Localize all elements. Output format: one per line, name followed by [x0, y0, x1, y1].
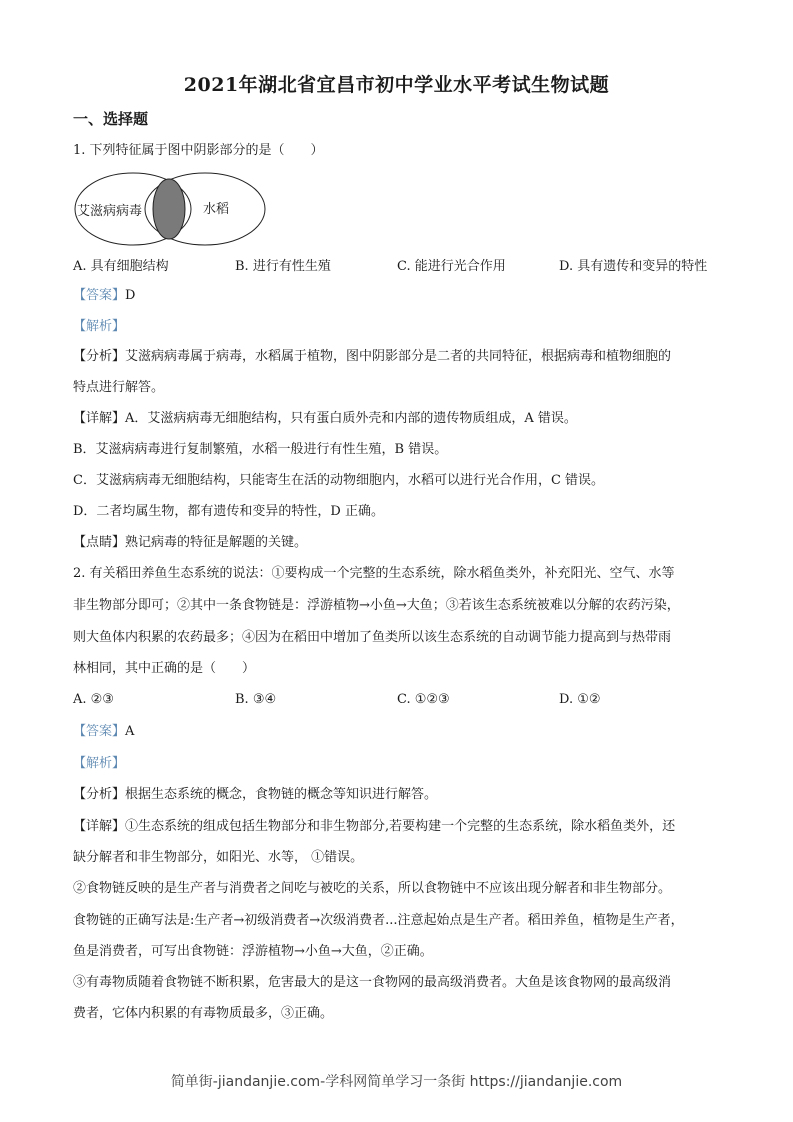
q1-option-d: D. 具有遗传和变异的特性 — [559, 259, 708, 274]
q2-analysis-label: 【解析】 — [73, 756, 126, 771]
q2-fenxi: 【分析】根据生态系统的概念，食物链的概念等知识进行解答。 — [73, 787, 438, 802]
q1-detail-a: 【详解】A．艾滋病病毒无细胞结构，只有蛋白质外壳和内部的遗传物质组成，A 错误。 — [73, 411, 577, 426]
answer-value: A — [125, 724, 135, 739]
q2-detail-5: 鱼是消费者，可写出食物链：浮游植物→小鱼→大鱼，②正确。 — [73, 944, 433, 959]
q1-dianjing: 【点睛】熟记病毒的特征是解题的关键。 — [73, 535, 308, 550]
q1-answer — [73, 287, 135, 305]
q1-option-c: C. 能进行光合作用 — [397, 259, 506, 274]
footer-watermark: 简单街-jiandanjie.com-学科网简单学习一条街 https://jiandanjie.com — [170, 1074, 623, 1090]
q2-option-a: A. ②③ — [73, 692, 114, 707]
q2-detail-4: 食物链的正确写法是:生产者→初级消费者→次级消费者...注意起始点是生产者。稻田养鱼，植物是生产者， — [73, 913, 684, 928]
q1-option-a: A. 具有细胞结构 — [73, 259, 169, 274]
q2-stem-line-3: 则大鱼体内积累的农药最多；④因为在稻田中增加了鱼类所以该生态系统的自动调节能力提高到与热带雨 — [73, 630, 672, 645]
q1-options — [73, 255, 733, 273]
q2-option-d: D. ①② — [559, 692, 601, 707]
q1-fenxi-cont: 特点进行解答。 — [73, 380, 165, 395]
venn-right-label: 水稻 — [203, 202, 230, 217]
q1-stem: 1. 下列特征属于图中阴影部分的是（ ） — [73, 143, 324, 158]
q2-options — [73, 692, 733, 710]
venn-diagram — [73, 170, 273, 248]
q2-detail-7: 费者，它体内积累的有毒物质最多，③正确。 — [73, 1006, 334, 1021]
venn-left-label: 艾滋病病毒 — [77, 204, 143, 219]
q2-answer — [73, 723, 134, 741]
q1-fenxi: 【分析】艾滋病病毒属于病毒，水稻属于植物，图中阴影部分是二者的共同特征，根据病毒和植物细胞的 — [73, 349, 672, 364]
q2-option-c: C. ①②③ — [397, 692, 450, 707]
document-title: 2021年湖北省宜昌市初中学业水平考试生物试题 — [183, 74, 610, 96]
section-heading: 一、选择题 — [73, 110, 149, 128]
answer-label: 【答案】 — [73, 724, 126, 739]
q2-detail-6: ③有毒物质随着食物链不断积累，危害最大的是这一食物网的最高级消费者。大鱼是该食物网的最高级消 — [73, 975, 672, 990]
q2-option-b: B. ③④ — [235, 692, 277, 707]
q2-stem-line-2: 非生物部分即可；②其中一条食物链是：浮游植物→小鱼→大鱼；③若该生态系统被难以分解的农药污染， — [73, 598, 680, 613]
answer-value: D — [125, 288, 136, 303]
q2-detail-2: 缺分解者和非生物部分，如阳光、水等， ①错误。 — [73, 850, 364, 865]
q1-detail-b: B．艾滋病病毒进行复制繁殖，水稻一般进行有性生殖，B 错误。 — [73, 442, 448, 457]
q2-detail-1: 【详解】①生态系统的组成包括生物部分和非生物部分,若要构建一个完整的生态系统，除水稻鱼类外，还 — [73, 819, 676, 834]
q2-stem-line-4: 林相同，其中正确的是（ ） — [73, 661, 256, 676]
answer-label: 【答案】 — [73, 288, 126, 303]
q1-analysis-label: 【解析】 — [73, 319, 126, 334]
q1-detail-d: D．二者均属生物，都有遗传和变异的特性，D 正确。 — [73, 504, 384, 519]
q1-detail-c: C．艾滋病病毒无细胞结构，只能寄生在活的动物细胞内，水稻可以进行光合作用，C 错误。 — [73, 473, 605, 488]
q2-detail-3: ②食物链反映的是生产者与消费者之间吃与被吃的关系，所以食物链中不应该出现分解者和非生物部分。 — [73, 881, 672, 896]
q2-stem-line-1: 2. 有关稻田养鱼生态系统的说法：①要构成一个完整的生态系统，除水稻鱼类外，补充阳光、空气、水等 — [73, 566, 675, 581]
q1-option-b: B. 进行有性生殖 — [235, 259, 331, 274]
